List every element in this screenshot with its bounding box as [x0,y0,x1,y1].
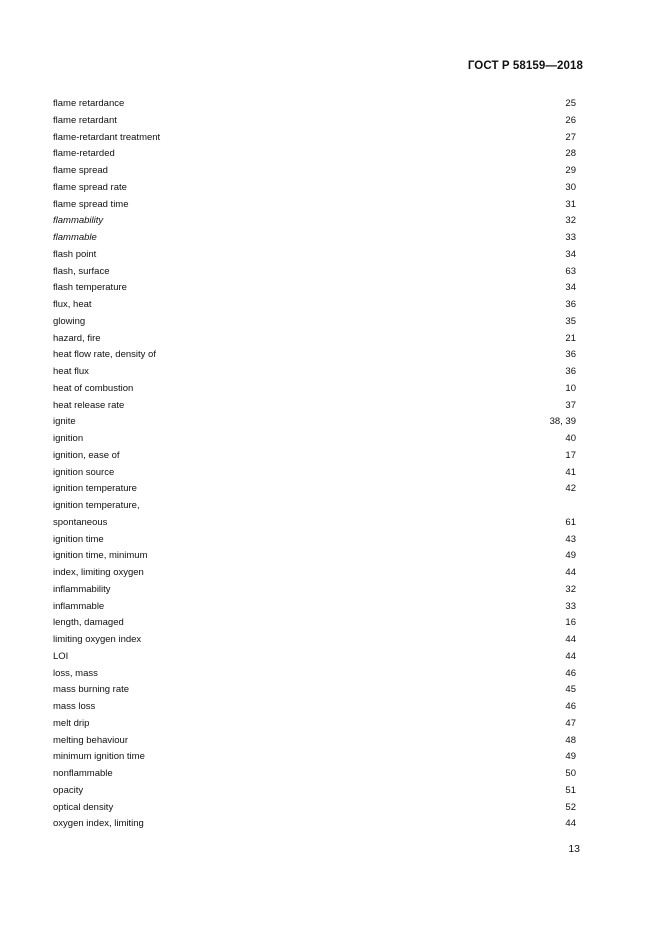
index-page-ref: 48 [565,734,576,746]
index-entry [53,381,576,398]
index-page-ref: 36 [565,299,576,310]
index-term: glowing [53,315,86,327]
index-term: index, limiting oxygen [53,567,144,578]
index-entry [53,766,576,783]
index-term: ignition, ease of [53,449,120,461]
index-page-ref: 10 [565,382,576,394]
index-entry [53,96,576,113]
index-entry [53,582,576,599]
index-entry [53,733,576,750]
index-entry [53,666,576,683]
index-entry [53,632,576,649]
index-entry [53,364,576,381]
index-entry [53,197,576,214]
document-standard-header: ГОСТ Р 58159—2018 [467,60,583,72]
index-page-ref: 35 [565,315,576,327]
index-page-ref: 32 [565,215,576,227]
index-page-ref: 61 [565,516,576,528]
index-term: inflammability [53,583,111,595]
index-term: flash point [53,248,97,260]
index-entry [53,297,576,314]
index-entry [53,615,576,632]
index-page-ref: 30 [565,181,576,193]
index-page-ref: 36 [565,349,576,361]
index-entry [53,816,576,833]
index-term: LOI [53,650,69,662]
index-term: flame spread rate [53,181,127,193]
index-entry [53,314,576,331]
index-entry [53,230,576,247]
index-term: hazard, fire [53,332,101,344]
index-term: ignition [53,433,84,444]
index-entry [53,280,576,297]
index-term: flame spread [53,165,108,176]
index-page-ref: 33 [565,232,576,243]
index-entry [53,431,576,448]
index-term: flammable [53,232,97,243]
index-term: flash, surface [53,265,110,277]
index-term: flame-retardant treatment [53,131,161,143]
index-page-ref: 40 [565,433,576,444]
index-entry [53,264,576,281]
index-page-ref: 34 [565,248,576,260]
index-term: limiting oxygen index [53,634,142,645]
index-term: flux, heat [53,299,92,310]
index-term: heat release rate [53,399,125,411]
index-entry [53,414,576,431]
index-term: flame-retarded [53,148,115,160]
index-entry [53,749,576,766]
index-page-ref: 25 [565,98,576,109]
index-entry [53,465,576,482]
index-page-ref: 49 [565,550,576,562]
index-page-ref: 46 [565,701,576,712]
index-page-ref: 43 [565,533,576,545]
index-page-ref: 21 [565,332,576,344]
index-term: loss, mass [53,667,98,679]
index-term: flame spread time [53,198,129,210]
index-page-ref: 50 [565,768,576,779]
index-entry [53,783,576,800]
index-page-ref: 52 [565,801,576,813]
index-page-ref: 47 [565,717,576,729]
index-entry [53,498,576,515]
index-page-ref: 44 [565,634,576,645]
page-number: 13 [568,843,580,855]
index-term: flash temperature [53,282,127,294]
index-page-ref: 32 [565,583,576,595]
index-entry [53,599,576,616]
index-term: heat flux [53,366,89,377]
index-entry [53,682,576,699]
index-page-ref: 29 [565,165,576,176]
index-entry [53,113,576,130]
index-page-ref: 16 [565,617,576,629]
index-term: length, damaged [53,617,124,629]
index-page-ref: 63 [565,265,576,277]
index-page-ref: 26 [565,114,576,126]
index-entry [53,331,576,348]
index-page-ref: 46 [565,667,576,679]
index-term: mass loss [53,701,96,712]
index-entry [53,347,576,364]
index-page-ref: 45 [565,684,576,696]
index-term: minimum ignition time [53,751,145,763]
index-entry [53,247,576,264]
index-term: oxygen index, limiting [53,818,144,830]
index-term: optical density [53,801,114,813]
index-term: flame retardant [53,114,117,126]
index-term: opacity [53,784,84,796]
index-page-ref: 49 [565,751,576,763]
index-page-ref: 42 [565,483,576,495]
index-entry [53,800,576,817]
index-entry [53,130,576,147]
index-entry [53,481,576,498]
index-term: ignition temperature, [53,500,140,511]
index-entry [53,398,576,415]
index-page-ref: 51 [565,784,576,796]
index-term: melt drip [53,717,90,729]
index-entry [53,213,576,230]
index-entry [53,699,576,716]
index-entry [53,548,576,565]
index-entry [53,649,576,666]
term-index-list [53,96,576,833]
index-page-ref: 36 [565,366,576,377]
index-page-ref: 38, 39 [549,416,576,428]
index-term: melting behaviour [53,734,128,746]
index-term: ignition time [53,533,104,545]
index-page-ref: 44 [565,567,576,578]
index-page-ref: 34 [565,282,576,294]
index-term: nonflammable [53,768,113,779]
index-term: heat of combustion [53,382,134,394]
index-entry [53,146,576,163]
index-term: ignition time, minimum [53,550,148,562]
index-term: flame retardance [53,98,125,109]
index-entry [53,163,576,180]
index-page-ref: 44 [565,818,576,830]
index-term: ignition source [53,466,115,478]
index-term: inflammable [53,600,105,612]
index-page-ref: 37 [565,399,576,411]
index-entry [53,532,576,549]
index-page-ref: 33 [565,600,576,612]
index-page-ref: 44 [565,650,576,662]
index-term: flammability [53,215,104,227]
index-page-ref: 28 [565,148,576,160]
index-page-ref: 31 [565,198,576,210]
index-entry [53,180,576,197]
index-term: ignite [53,416,76,428]
index-term: spontaneous [53,516,108,528]
index-term: ignition temperature [53,483,137,495]
index-term: heat flow rate, density of [53,349,156,361]
index-term: mass burning rate [53,684,130,696]
index-page-ref: 27 [565,131,576,143]
index-entry [53,565,576,582]
index-entry [53,448,576,465]
index-page-ref: 41 [565,466,576,478]
index-entry [53,716,576,733]
index-entry [53,515,576,532]
index-page-ref: 17 [565,449,576,461]
